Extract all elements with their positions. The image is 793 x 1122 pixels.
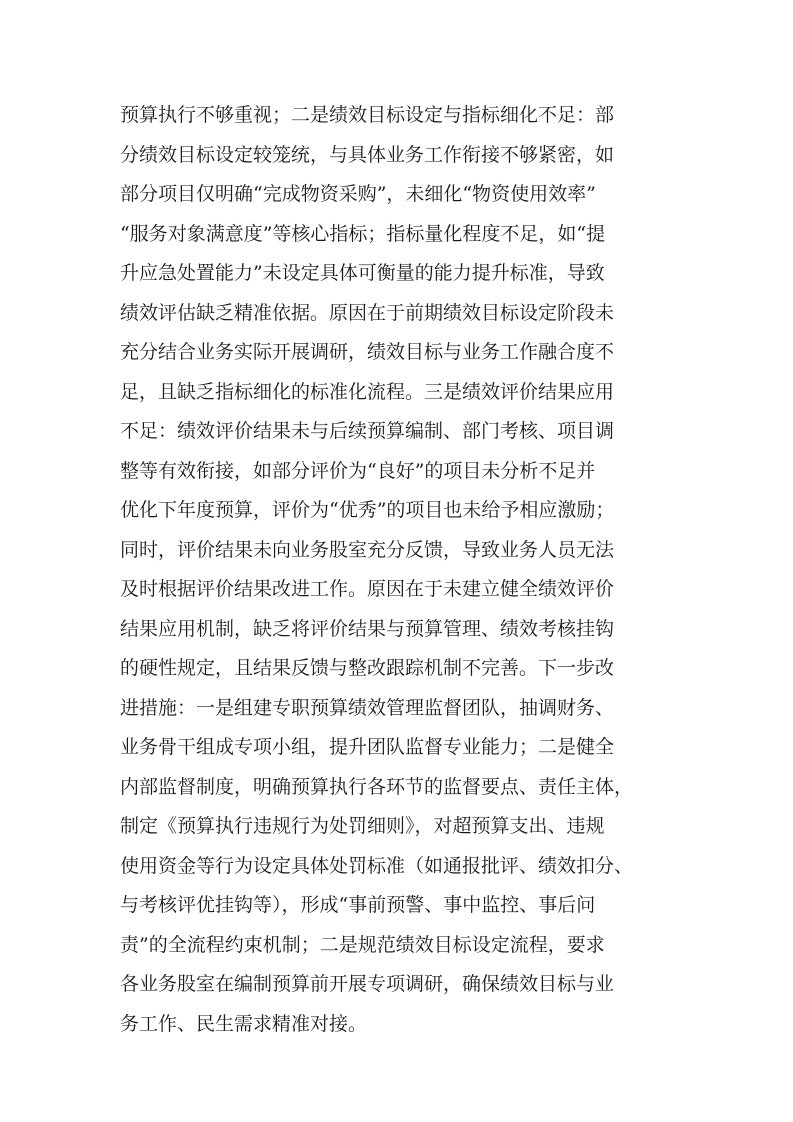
text-line: 内部监督制度，明确预算执行各环节的监督要点、责任主体，	[120, 775, 634, 798]
text-line: 制定《预算执行违规行为处罚细则》，对超预算支出、违规	[120, 815, 605, 837]
text-line: 优化下年度预算，评价为“优秀”的项目也未给予相应激励；	[120, 499, 615, 521]
text-line: 分绩效目标设定较笼统，与具体业务工作衔接不够紧密，如	[120, 143, 615, 166]
text-line: 与考核评优挂钩等），形成“事前预警、事中监控、事后问	[120, 894, 596, 916]
text-line: “服务对象满意度”等核心指标；指标量化程度不足，如“提	[120, 222, 606, 245]
text-line: 充分结合业务实际开展调研，绩效目标与业务工作融合度不	[120, 341, 615, 363]
text-line: 预算执行不够重视；二是绩效目标设定与指标细化不足：部	[120, 104, 615, 126]
text-line: 务工作、民生需求精准对接。	[120, 1012, 368, 1035]
text-line: 结果应用机制，缺乏将评价结果与预算管理、绩效考核挂钩	[120, 617, 615, 640]
text-line: 不足：绩效评价结果未与后续预算编制、部门考核、项目调	[120, 420, 615, 442]
text-line: 整等有效衔接，如部分评价为“良好”的项目未分析不足并	[120, 459, 596, 482]
text-line: 各业务股室在编制预算前开展专项调研，确保绩效目标与业	[120, 973, 615, 995]
text-line: 同时，评价结果未向业务股室充分反馈，导致业务人员无法	[120, 538, 615, 561]
text-line: 及时根据评价结果改进工作。原因在于未建立健全绩效评价	[120, 578, 615, 600]
text-line: 的硬性规定，且结果反馈与整改跟踪机制不完善。下一步改	[120, 657, 615, 679]
text-line: 足，且缺乏指标细化的标准化流程。三是绩效评价结果应用	[120, 380, 615, 403]
text-line: 业务骨干组成专项小组，提升团队监督专业能力；二是健全	[120, 736, 615, 758]
text-line: 进措施：一是组建专职预算绩效管理监督团队，抽调财务、	[120, 696, 615, 719]
text-line: 升应急处置能力”未设定具体可衡量的能力提升标准，导致	[120, 262, 605, 284]
text-line: 部分项目仅明确“完成物资采购”，未细化“物资使用效率”	[120, 183, 596, 205]
text-line: 责”的全流程约束机制；二是规范绩效目标设定流程，要求	[120, 933, 605, 956]
body-text	[120, 96, 690, 1044]
text-line: 绩效评估缺乏精准依据。原因在于前期绩效目标设定阶段未	[120, 301, 615, 324]
text-line: 使用资金等行为设定具体处罚标准（如通报批评、绩效扣分、	[120, 854, 634, 877]
